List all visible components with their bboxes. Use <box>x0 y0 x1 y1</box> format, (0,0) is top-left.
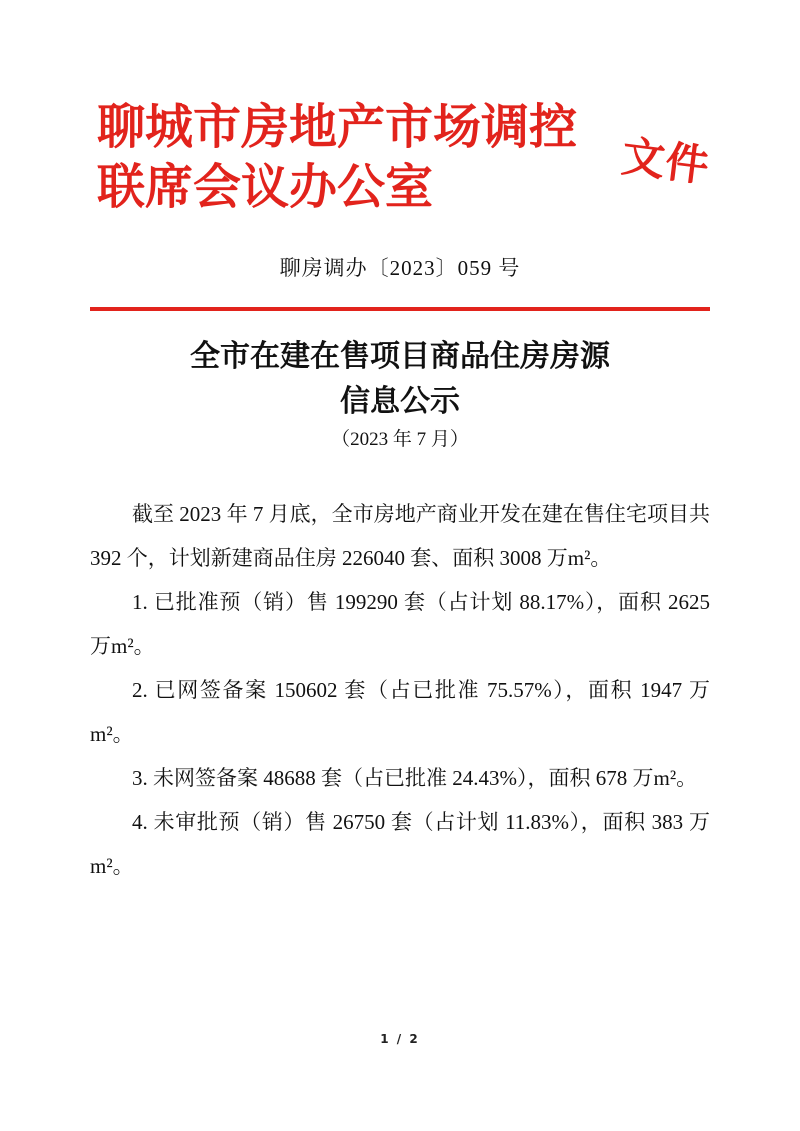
issuer-name <box>97 98 618 218</box>
paragraph-item-1: 1. 已批准预（销）售 199290 套（占计划 88.17%），面积 2625 万m²。 <box>90 590 710 658</box>
issuer-name-line2: 联席会议办公室 <box>97 161 434 214</box>
document-body <box>90 492 710 888</box>
document-date: （2023 年 7 月） <box>331 429 469 450</box>
red-divider-line <box>90 307 710 311</box>
paragraph-item-4: 4. 未审批预（销）售 26750 套（占计划 11.83%），面积 383 万m²。 <box>90 810 710 878</box>
document-title-line2: 信息公示 <box>340 385 460 418</box>
paragraph-item-2: 2. 已网签备案 150602 套（占已批准 75.57%），面积 1947 万m²。 <box>90 678 710 746</box>
document-title-line1: 全市在建在售项目商品住房房源 <box>190 340 610 373</box>
document-number: 聊房调办〔2023〕059 号 <box>279 256 521 280</box>
document-type-label: 文件 <box>618 133 713 191</box>
paragraph-summary: 截至 2023 年 7 月底，全市房地产商业开发在建在售住宅项目共 392 个，计划新建商品住房 226040 套、面积 3008 万m²。 <box>90 502 710 570</box>
page-footer <box>0 1030 800 1048</box>
page-number: 1 / 2 <box>380 1032 420 1046</box>
paragraph-item-3: 3. 未网签备案 48688 套（占已批准 24.43%），面积 678 万m²。 <box>132 766 698 790</box>
document-title <box>0 334 800 424</box>
letterhead <box>97 98 713 218</box>
issuer-name-line1: 聊城市房地产市场调控 <box>97 101 578 154</box>
